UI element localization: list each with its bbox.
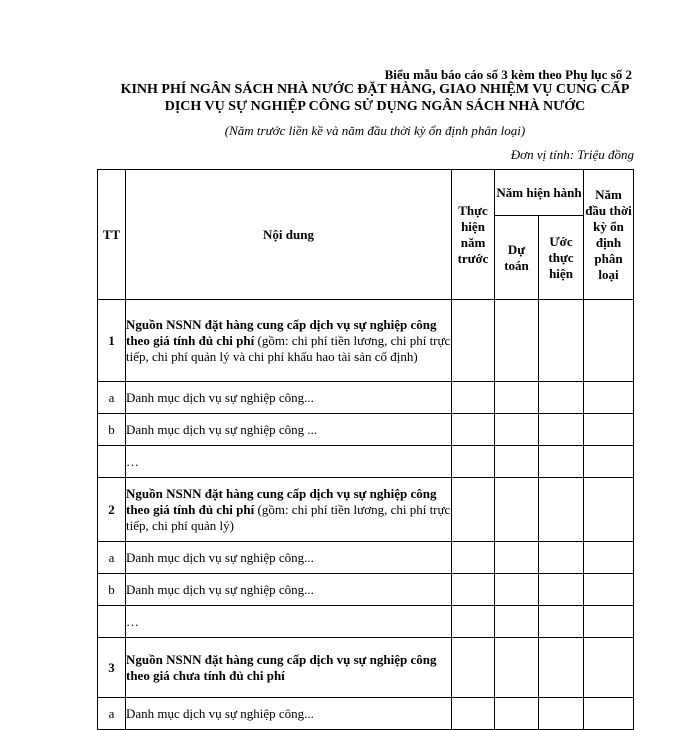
row-content bbox=[126, 300, 452, 382]
cell-expected bbox=[539, 446, 584, 478]
row-number: a bbox=[98, 698, 126, 730]
table-row bbox=[98, 542, 634, 574]
cell-estimate bbox=[495, 542, 539, 574]
row-content-bold: Nguồn NSNN đặt hàng cung cấp dịch vụ sự nghiệp công theo giá tính đủ chi phí bbox=[126, 316, 437, 348]
cell-expected bbox=[539, 698, 584, 730]
table-row bbox=[98, 382, 634, 414]
cell-estimate bbox=[495, 300, 539, 382]
cell-first-year bbox=[584, 382, 634, 414]
row-number: 2 bbox=[98, 478, 126, 542]
cell-first-year bbox=[584, 698, 634, 730]
row-number: a bbox=[98, 382, 126, 414]
table-row bbox=[98, 414, 634, 446]
cell-estimate bbox=[495, 606, 539, 638]
cell-expected bbox=[539, 542, 584, 574]
table-row bbox=[98, 638, 634, 698]
cell-first-year bbox=[584, 300, 634, 382]
cell-previous-year bbox=[452, 638, 495, 698]
cell-previous-year bbox=[452, 574, 495, 606]
table-header-row bbox=[98, 170, 634, 216]
table-row bbox=[98, 300, 634, 382]
cell-estimate bbox=[495, 478, 539, 542]
cell-expected bbox=[539, 382, 584, 414]
header-expected: Ước thực hiện bbox=[539, 216, 584, 300]
cell-first-year bbox=[584, 478, 634, 542]
report-table bbox=[97, 169, 634, 730]
cell-estimate bbox=[495, 698, 539, 730]
cell-previous-year bbox=[452, 414, 495, 446]
row-content: … bbox=[126, 446, 452, 478]
cell-estimate bbox=[495, 382, 539, 414]
row-content: Danh mục dịch vụ sự nghiệp công ... bbox=[126, 414, 452, 446]
cell-previous-year bbox=[452, 446, 495, 478]
cell-estimate bbox=[495, 638, 539, 698]
cell-previous-year bbox=[452, 698, 495, 730]
header-current-year: Năm hiện hành bbox=[495, 170, 584, 216]
cell-first-year bbox=[584, 606, 634, 638]
row-content: Danh mục dịch vụ sự nghiệp công... bbox=[126, 698, 452, 730]
cell-estimate bbox=[495, 574, 539, 606]
row-content-bold: Nguồn NSNN đặt hàng cung cấp dịch vụ sự nghiệp công theo giá tính đủ chi phí bbox=[126, 485, 437, 517]
cell-expected bbox=[539, 606, 584, 638]
row-number bbox=[98, 606, 126, 638]
row-content: Danh mục dịch vụ sự nghiệp công... bbox=[126, 382, 452, 414]
cell-previous-year bbox=[452, 606, 495, 638]
table-row bbox=[98, 446, 634, 478]
row-content: Danh mục dịch vụ sự nghiệp công... bbox=[126, 542, 452, 574]
cell-first-year bbox=[584, 574, 634, 606]
document-title-line-2: DỊCH VỤ SỰ NGHIỆP CÔNG SỬ DỤNG NGÂN SÁCH NHÀ NƯỚC bbox=[164, 99, 586, 114]
row-content bbox=[126, 478, 452, 542]
cell-previous-year bbox=[452, 542, 495, 574]
table-row bbox=[98, 698, 634, 730]
header-previous-year: Thực hiện năm trước bbox=[452, 170, 495, 300]
row-number: 3 bbox=[98, 638, 126, 698]
cell-previous-year bbox=[452, 382, 495, 414]
document-title-line-1: KINH PHÍ NGÂN SÁCH NHÀ NƯỚC ĐẶT HÀNG, GIAO NHIỆM VỤ CUNG CẤP bbox=[120, 82, 630, 97]
cell-estimate bbox=[495, 414, 539, 446]
row-content: … bbox=[126, 606, 452, 638]
row-number: b bbox=[98, 414, 126, 446]
cell-first-year bbox=[584, 638, 634, 698]
cell-previous-year bbox=[452, 478, 495, 542]
header-content: Nội dung bbox=[126, 170, 452, 300]
cell-expected bbox=[539, 414, 584, 446]
row-content: Danh mục dịch vụ sự nghiệp công... bbox=[126, 574, 452, 606]
document-subtitle: (Năm trước liền kề và năm đầu thời kỳ ổn định phân loại) bbox=[224, 123, 526, 138]
header-first-year: Năm đầu thời kỳ ổn định phân loại bbox=[584, 170, 634, 300]
table-row bbox=[98, 606, 634, 638]
cell-expected bbox=[539, 478, 584, 542]
form-reference: Biểu mẫu báo cáo số 3 kèm theo Phụ lục số 2 bbox=[384, 67, 632, 82]
row-number bbox=[98, 446, 126, 478]
cell-first-year bbox=[584, 414, 634, 446]
cell-previous-year bbox=[452, 300, 495, 382]
unit-label: Đơn vị tính: Triệu đồng bbox=[510, 147, 634, 162]
table-row bbox=[98, 478, 634, 542]
cell-first-year bbox=[584, 446, 634, 478]
cell-expected bbox=[539, 638, 584, 698]
header-estimate: Dự toán bbox=[495, 216, 539, 300]
row-number: a bbox=[98, 542, 126, 574]
table-row bbox=[98, 574, 634, 606]
cell-estimate bbox=[495, 446, 539, 478]
row-content bbox=[126, 638, 452, 698]
row-content-bold: Nguồn NSNN đặt hàng cung cấp dịch vụ sự nghiệp công theo giá chưa tính đủ chi phí bbox=[126, 651, 437, 683]
row-number: b bbox=[98, 574, 126, 606]
row-content-normal: (gồm: chi phí tiền lương, chi phí trực tiếp, chi phí quản lý) bbox=[126, 501, 451, 533]
cell-expected bbox=[539, 300, 584, 382]
cell-expected bbox=[539, 574, 584, 606]
cell-first-year bbox=[584, 542, 634, 574]
row-number: 1 bbox=[98, 300, 126, 382]
header-tt: TT bbox=[98, 170, 126, 300]
row-content-normal: (gồm: chi phí tiền lương, chi phí trực tiếp, chi phí quản lý và chi phí khấu hao tài sản cố định) bbox=[126, 332, 451, 364]
